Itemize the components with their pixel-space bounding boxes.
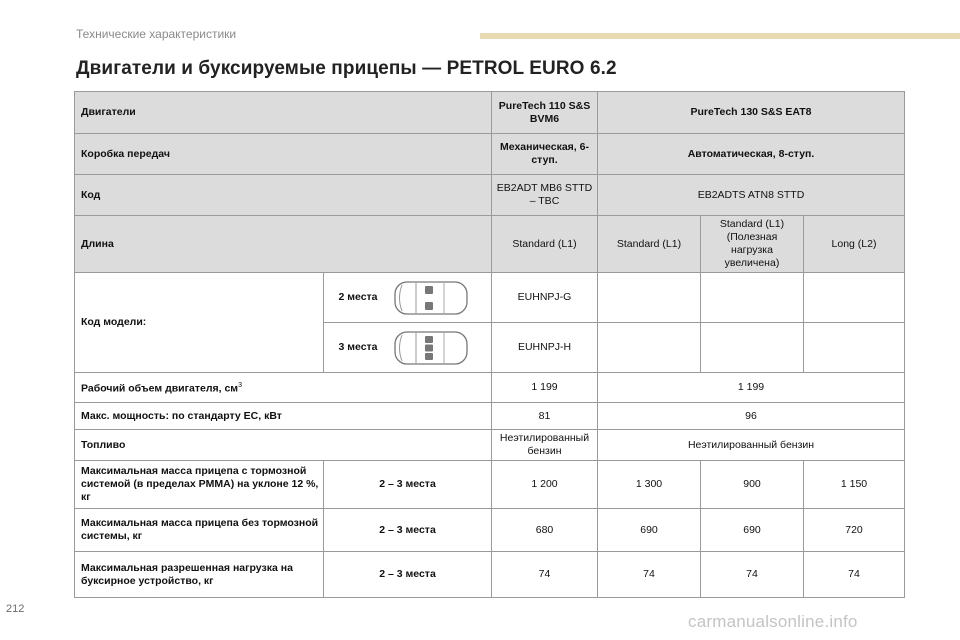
code-col2: EB2ADTS ATN8 STTD xyxy=(598,175,905,216)
fuel-col2: Неэтилированный бензин xyxy=(598,430,905,461)
length-v1: Standard (L1) xyxy=(492,216,598,273)
engine-col1: PureTech 110 S&S BVM6 xyxy=(492,92,598,134)
length-v2: Standard (L1) xyxy=(598,216,701,273)
row-label-code: Код xyxy=(75,175,492,216)
braked-v1: 1 200 xyxy=(492,461,598,509)
row-label-gearbox: Коробка передач xyxy=(75,134,492,175)
seats-2-label: 2 места xyxy=(338,291,378,303)
van-3-seats-icon xyxy=(392,329,470,367)
van-2-seats-icon xyxy=(392,279,470,317)
towbar-v4: 74 xyxy=(804,552,905,598)
gearbox-col1: Механическая, 6-ступ. xyxy=(492,134,598,175)
unbraked-v1: 680 xyxy=(492,509,598,552)
table-row xyxy=(75,216,905,273)
unbraked-v4: 720 xyxy=(804,509,905,552)
unbraked-v3: 690 xyxy=(701,509,804,552)
watermark: carmanualsonline.info xyxy=(688,612,858,631)
displacement-col1: 1 199 xyxy=(492,373,598,403)
row-label-braked: Максимальная масса прицепа с тормозной системой (в пределах PMMA) на уклоне 12 %, кг xyxy=(75,461,324,509)
braked-v3: 900 xyxy=(701,461,804,509)
table-row xyxy=(75,273,905,323)
row-label-power: Макс. мощность: по стандарту ЕС, кВт xyxy=(75,403,492,430)
table-row xyxy=(75,175,905,216)
braked-v2: 1 300 xyxy=(598,461,701,509)
page-number: 212 xyxy=(6,603,25,615)
table-row xyxy=(75,509,905,552)
braked-v4: 1 150 xyxy=(804,461,905,509)
table-row xyxy=(75,92,905,134)
unit-superscript: 3 xyxy=(238,382,242,390)
power-col2: 96 xyxy=(598,403,905,430)
table-row xyxy=(75,430,905,461)
seats-3-code: EUHNPJ-H xyxy=(492,323,598,373)
page-title: Двигатели и буксируемые прицепы — PETROL EURO 6.2 xyxy=(76,58,617,79)
spec-table xyxy=(74,91,905,598)
section-header: Технические характеристики xyxy=(76,27,237,41)
row-label-unbraked: Максимальная масса прицепа без тормозной системы, кг xyxy=(75,509,324,552)
towbar-v1: 74 xyxy=(492,552,598,598)
row-label-engines: Двигатели xyxy=(75,92,492,134)
unbraked-seats: 2 – 3 места xyxy=(324,509,492,552)
table-row xyxy=(75,134,905,175)
towbar-v3: 74 xyxy=(701,552,804,598)
seats-2-code: EUHNPJ-G xyxy=(492,273,598,323)
unbraked-v2: 690 xyxy=(598,509,701,552)
code-col1: EB2ADT MB6 STTD – TBC xyxy=(492,175,598,216)
row-label-fuel: Топливо xyxy=(75,430,492,461)
header-accent-bar xyxy=(480,33,960,39)
towbar-v2: 74 xyxy=(598,552,701,598)
row-label-towbar: Максимальная разрешенная нагрузка на буксирное устройство, кг xyxy=(75,552,324,598)
seats-3-label: 3 места xyxy=(338,341,378,353)
fuel-col1: Неэтилированный бензин xyxy=(492,430,598,461)
table-row xyxy=(75,461,905,509)
braked-seats: 2 – 3 места xyxy=(324,461,492,509)
displacement-col2: 1 199 xyxy=(598,373,905,403)
length-v3: Standard (L1) (Полезная нагрузка увеличена) xyxy=(701,216,804,273)
gearbox-col2: Автоматическая, 8-ступ. xyxy=(598,134,905,175)
table-row xyxy=(75,373,905,403)
engine-col2: PureTech 130 S&S EAT8 xyxy=(598,92,905,134)
table-row xyxy=(75,552,905,598)
table-row xyxy=(75,403,905,430)
row-label-length: Длина xyxy=(75,216,492,273)
row-label-displacement: Рабочий объем двигателя, $см^3$ xyxy=(75,373,492,403)
length-v4: Long (L2) xyxy=(804,216,905,273)
power-col1: 81 xyxy=(492,403,598,430)
towbar-seats: 2 – 3 места xyxy=(324,552,492,598)
row-label-model-code: Код модели: xyxy=(75,273,324,373)
